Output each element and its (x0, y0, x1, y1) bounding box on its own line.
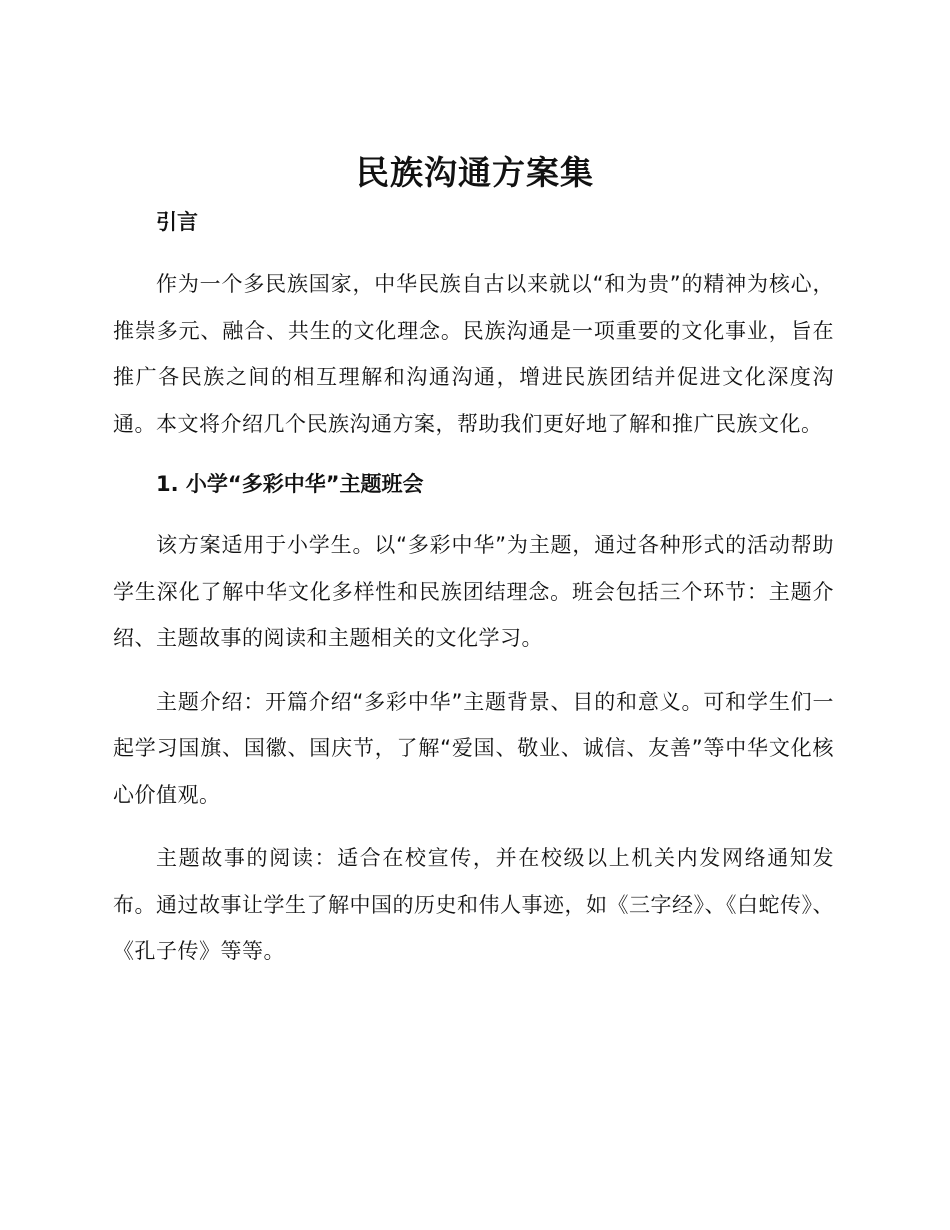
intro-paragraph: 作为一个多民族国家，中华民族自古以来就以“和为贵”的精神为核心，推崇多元、融合、共生的文化理念。民族沟通是一项重要的文化事业，旨在推广各民族之间的相互理解和沟通沟通，增进民族团结并促进文化深度沟通。本文将介绍几个民族沟通方案，帮助我们更好地了解和推广民族文化。 (113, 272, 834, 436)
section-paragraph: 主题介绍：开篇介绍“多彩中华”主题背景、目的和意义。可和学生们一起学习国旗、国徽、国庆节，了解“爱国、敬业、诚信、友善”等中华文化核心价值观。 (113, 689, 834, 807)
section-heading: 1. 小学“多彩中华”主题班会 (156, 472, 424, 496)
intro-heading: 引言 (156, 210, 198, 234)
document-body (113, 202, 834, 992)
section-paragraph: 主题故事的阅读：适合在校宣传，并在校级以上机关内发网络通知发布。通过故事让学生了解中国的历史和伟人事迹，如《三字经》、《白蛇传》、《孔子传》等等。 (113, 846, 834, 963)
document-title: 民族沟通方案集 (356, 153, 594, 192)
section-paragraph: 该方案适用于小学生。以“多彩中华”为主题，通过各种形式的活动帮助学生深化了解中华文化多样性和民族团结理念。班会包括三个环节：主题介绍、主题故事的阅读和主题相关的文化学习。 (113, 533, 834, 650)
